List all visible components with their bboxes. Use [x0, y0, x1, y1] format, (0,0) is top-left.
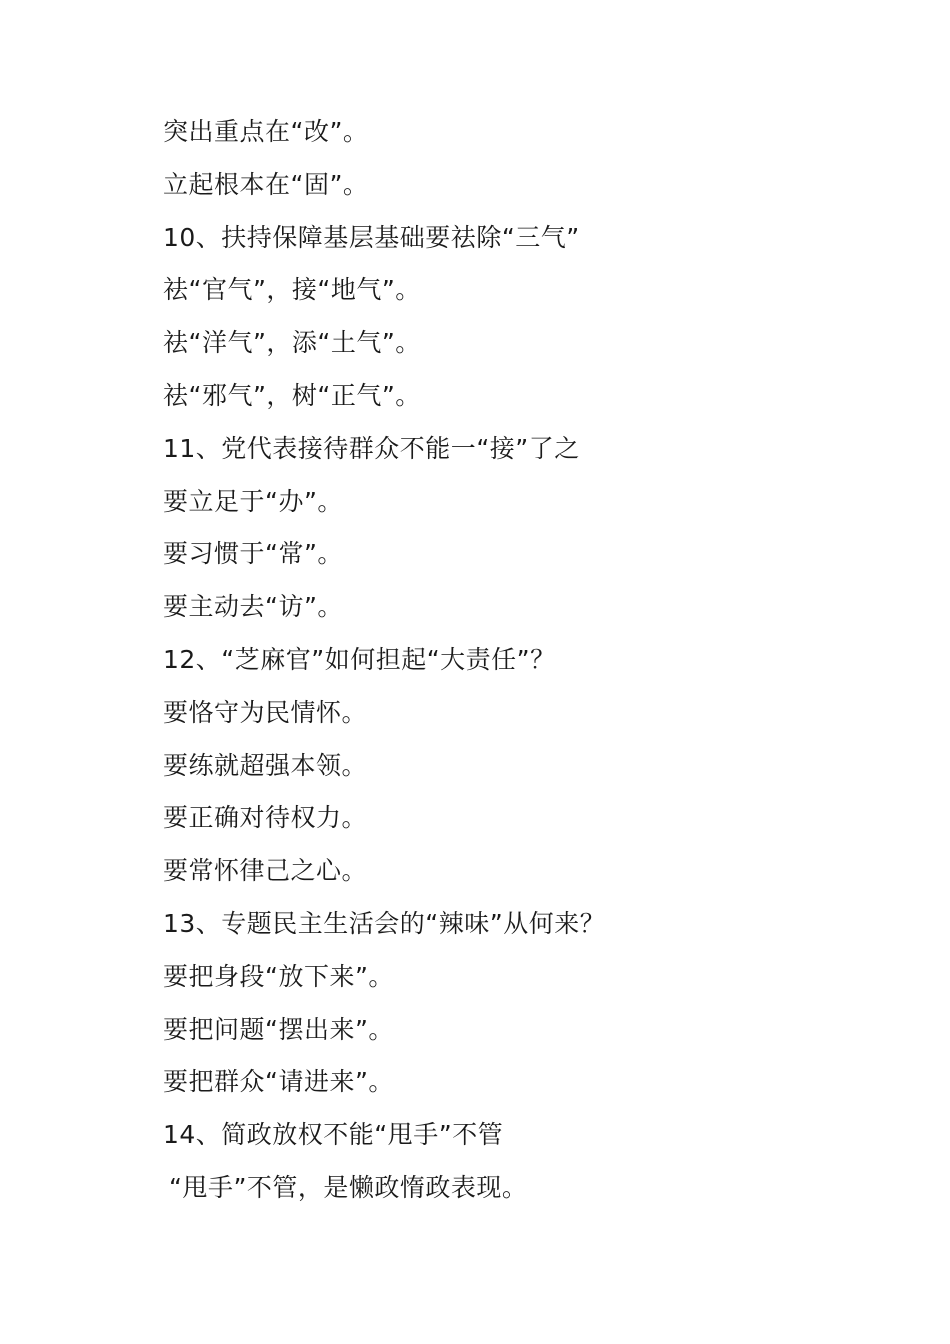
text-line: 要把问题“摆出来”。	[163, 1014, 394, 1044]
section-heading: 14、简政放权不能“甩手”不管	[163, 1120, 504, 1150]
text-line: 要主动去“访”。	[163, 592, 343, 622]
text-line: 要常怀律己之心。	[163, 856, 368, 886]
text-line: 要正确对待权力。	[163, 803, 368, 833]
document-body	[163, 106, 883, 1215]
text-line: 要把群众“请进来”。	[163, 1067, 394, 1097]
text-line: 要习惯于“常”。	[163, 539, 343, 569]
section-heading: 13、专题民主生活会的“辣味”从何来？	[163, 908, 606, 938]
text-line: 突出重点在“改”。	[163, 117, 369, 146]
text-line: 要立足于“办”。	[163, 486, 343, 516]
text-line: 祛“官气”，接“地气”。	[163, 275, 421, 305]
text-line: 要恪守为民情怀。	[163, 697, 368, 727]
section-heading: 11、党代表接待群众不能一“接”了之	[163, 433, 580, 463]
text-line: 立起根本在“固”。	[163, 169, 369, 199]
text-line: 祛“洋气”，添“土气”。	[163, 328, 421, 358]
text-line: 要练就超强本领。	[163, 750, 368, 780]
section-heading: 10、扶持保障基层基础要祛除“三气”	[163, 222, 580, 252]
text-line: 祛“邪气”，树“正气”。	[163, 380, 421, 410]
text-line: 要把身段“放下来”。	[163, 961, 394, 991]
section-heading: 12、“芝麻官”如何担起“大责任”？	[163, 644, 556, 674]
text-line: “甩手”不管，是懒政惰政表现。	[169, 1172, 528, 1202]
